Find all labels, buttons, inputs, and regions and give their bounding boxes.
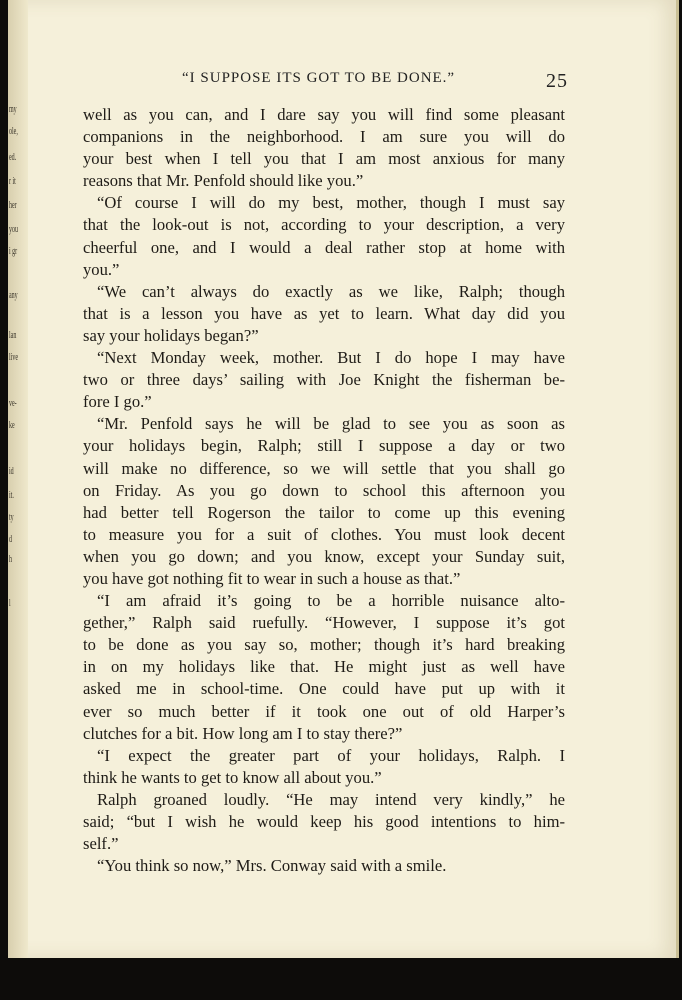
text-line: your best when I tell you that I am most anxious for many [83, 149, 565, 169]
text-line: fore I go.” [83, 392, 152, 412]
margin-fragment: id [9, 466, 14, 477]
margin-fragment: her [9, 200, 17, 211]
margin-fragment: l [9, 598, 11, 609]
body-text [83, 104, 565, 877]
text-line: reasons that Mr. Penfold should like you.” [83, 171, 364, 191]
margin-fragment: r it [9, 176, 16, 187]
text-line: asked me in school-time. One could have put up with it [83, 679, 565, 699]
text-line: “Mr. Penfold says he will be glad to see you as soon as [97, 414, 565, 434]
scan-shadow [0, 958, 682, 1000]
margin-fragment: ty [9, 512, 14, 523]
margin-fragment: lan [9, 330, 17, 341]
text-line: gether,” Ralph said ruefully. “However, I suppose it’s got [83, 613, 565, 633]
text-line: Ralph groaned loudly. “He may intend very kindly,” he [97, 789, 565, 809]
text-line: “I am afraid it’s going to be a horrible nuisance alto- [97, 591, 565, 611]
margin-fragment: any [9, 290, 18, 301]
text-line: clutches for a bit. How long am I to stay there?” [83, 723, 403, 743]
text-line: say your holidays began?” [83, 325, 259, 345]
text-line: you have got nothing fit to wear in such a house as that.” [83, 568, 461, 588]
text-line: “I expect the greater part of your holidays, Ralph. I [97, 745, 565, 765]
text-line: your holidays begin, Ralph; still I suppose a day or two [83, 436, 565, 456]
margin-fragment: you [9, 224, 18, 235]
text-line: ever so much better if it took one out of old Harper’s [83, 701, 565, 721]
margin-fragment: it. [9, 490, 14, 501]
text-line: think he wants to get to know all about you.” [83, 767, 382, 787]
text-line: self.” [83, 834, 119, 854]
text-line: two or three days’ sailing with Joe Knight the fisherman be- [83, 370, 565, 390]
text-line: that is a lesson you have as yet to learn. What day did you [83, 303, 565, 323]
text-line: that the look-out is not, according to your description, a very [83, 215, 565, 235]
running-head: “I SUPPOSE ITS GOT TO BE DONE.” [182, 70, 456, 86]
margin-fragment: ke [9, 420, 15, 431]
margin-fragment: ed. [9, 152, 17, 163]
text-line: you.” [83, 259, 120, 279]
previous-page-edge [8, 0, 28, 958]
margin-fragment: my [9, 104, 17, 115]
margin-fragment: d [9, 534, 12, 545]
text-line: “Next Monday week, mother. But I do hope I may have [97, 348, 565, 368]
text-line: “Of course I will do my best, mother, though I must say [97, 193, 565, 213]
text-line: well as you can, and I dare say you will find some pleasant [83, 105, 565, 124]
page-number: 25 [546, 70, 568, 92]
text-line: in on my holidays like that. He might just as well have [83, 657, 565, 677]
text-line: said; “but I wish he would keep his good intentions to him- [83, 812, 565, 831]
margin-fragment: h [9, 554, 12, 565]
text-line: “We can’t always do exactly as we like, Ralph; though [97, 281, 565, 301]
text-line: to be done as you say so, mother; though it’s hard breaking [83, 635, 565, 655]
text-line: on Friday. As you go down to school this afternoon you [83, 480, 565, 500]
margin-fragment: live [9, 352, 18, 363]
text-line: will make no difference, so we will settle that you shall go [83, 458, 565, 478]
margin-fragment: i gr [9, 246, 18, 257]
book-page [8, 0, 679, 958]
margin-fragment: ole, [9, 126, 18, 137]
text-line: companions in the neighborhood. I am sure you will do [83, 127, 565, 147]
text-line: cheerful one, and I would a deal rather stop at home with [83, 237, 565, 257]
text-line: when you go down; and you know, except your Sunday suit, [83, 546, 565, 566]
text-line: “You think so now,” Mrs. Conway said with a smile. [97, 856, 447, 876]
text-line: to measure you for a suit of clothes. You must look decent [83, 524, 565, 544]
margin-fragment: ve- [9, 398, 17, 409]
text-line: had better tell Rogerson the tailor to come up this evening [83, 502, 565, 522]
